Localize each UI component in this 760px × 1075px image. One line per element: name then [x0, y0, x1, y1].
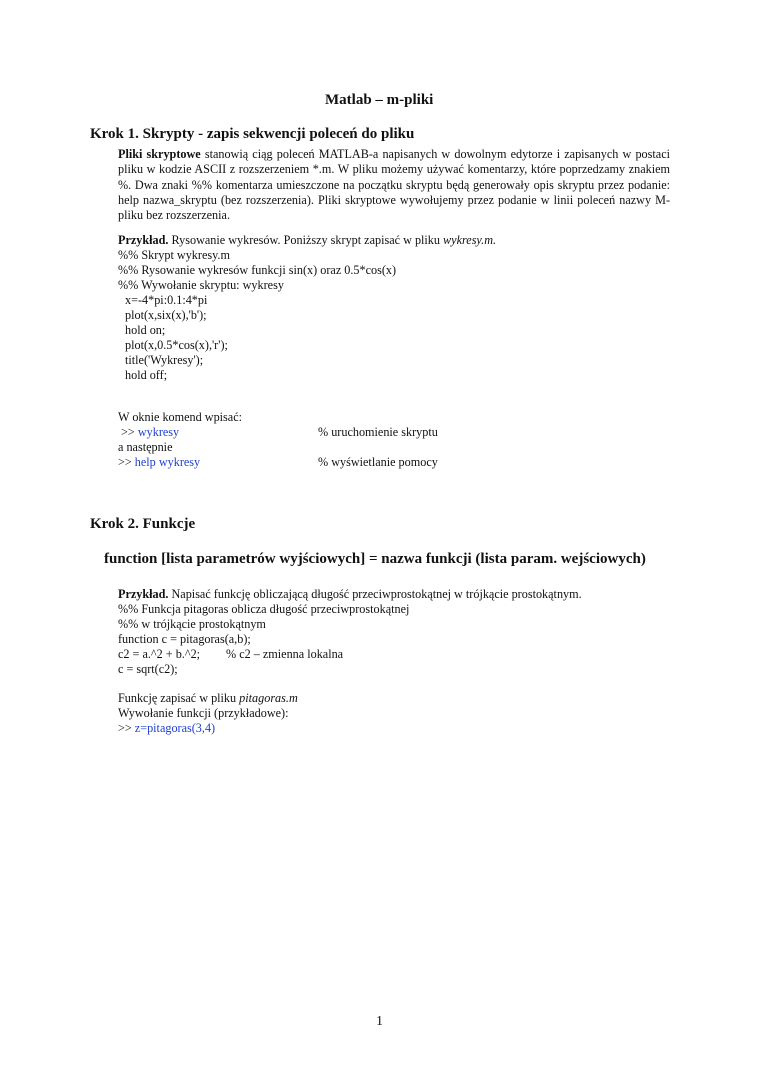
example-text: Rysowanie wykresów. Poniższy skrypt zapisać w pliku [168, 233, 444, 247]
command-comment-1: % uruchomienie skryptu [318, 425, 438, 439]
code-line: title('Wykresy'); [125, 353, 204, 367]
save-text: Funkcję zapisać w pliku [118, 691, 240, 705]
step1-example-line [118, 233, 496, 248]
code-line: %% w trójkącie prostokątnym [118, 617, 266, 631]
command-help-wykresy: help wykresy [134, 455, 201, 469]
code-line: hold off; [125, 368, 168, 382]
command-line-1 [118, 425, 179, 440]
code-line: c = sqrt(c2); [118, 662, 178, 676]
call-line [118, 721, 215, 736]
save-line [118, 691, 298, 706]
code-line: c2 = a.^2 + b.^2; [118, 647, 201, 661]
intro-bold-term: Pliki skryptowe [118, 147, 201, 161]
intro-text: stanowią ciąg poleceń MATLAB-a napisanych w dowolnym edytorze i zapisanych w postaci pliku w kodzie ASCII z rozszerzeniem *.m. W pliku możemy używać komentarzy, które poprzedzamy znakiem %. Dwa znaki %% komentarza umieszczone na początku skryptu będą generowały opis skryptu przez podanie: help nazwa_skryptu (bez rozszerzenia). Pliki skryptowe wywołujemy przez podanie w linii poleceń nazwy M-pliku bez rozszerzenia. [118, 147, 670, 223]
step1-intro-paragraph [118, 147, 670, 223]
example-filename: wykresy.m. [443, 233, 497, 247]
prompt: >> [118, 721, 135, 735]
code-line: %% Rysowanie wykresów funkcji sin(x) oraz 0.5*cos(x) [118, 263, 397, 277]
command-wykresy: wykresy [137, 425, 180, 439]
code-line: function c = pitagoras(a,b); [118, 632, 251, 646]
save-filename: pitagoras.m [239, 691, 298, 705]
code-line: %% Wywołanie skryptu: wykresy [118, 278, 284, 292]
code-line: %% Skrypt wykresy.m [118, 248, 230, 262]
example-text: Napisać funkcję obliczającą długość przeciwprostokątnej w trójkącie prostokątnym. [168, 587, 582, 601]
code-line: hold on; [125, 323, 166, 337]
prompt: >> [118, 455, 135, 469]
code-line: plot(x,six(x),'b'); [125, 308, 207, 322]
step2-example-line [118, 587, 582, 602]
step2-heading: Krok 2. Funkcje [90, 516, 196, 532]
example-label: Przykład. [118, 233, 169, 247]
code-line: %% Funkcja pitagoras oblicza długość przeciwprostokątnej [118, 602, 410, 616]
code-comment: % c2 – zmienna lokalna [226, 647, 344, 661]
prompt: >> [121, 425, 138, 439]
command-comment-2: % wyświetlanie pomocy [318, 455, 438, 469]
page-number: 1 [376, 1014, 383, 1029]
call-command: z=pitagoras(3,4) [134, 721, 216, 735]
then-text: a następnie [118, 440, 173, 454]
command-line-2 [118, 455, 200, 470]
page-title: Matlab – m-pliki [325, 92, 434, 108]
command-intro: W oknie komend wpisać: [118, 410, 242, 424]
step1-heading: Krok 1. Skrypty - zapis sekwencji poleceń do pliku [90, 126, 415, 142]
call-text: Wywołanie funkcji (przykładowe): [118, 706, 289, 720]
example-label: Przykład. [118, 587, 169, 601]
code-line: plot(x,0.5*cos(x),'r'); [125, 338, 228, 352]
code-line: x=-4*pi:0.1:4*pi [125, 293, 208, 307]
function-signature: function [lista parametrów wyjściowych] = nazwa funkcji (lista param. wejściowych) [104, 551, 646, 567]
